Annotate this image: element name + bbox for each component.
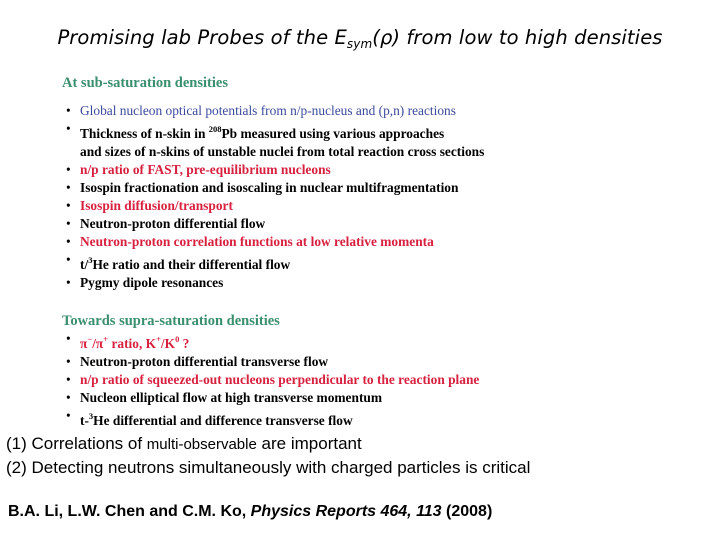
- note-line-1: (1) Correlations of multi-observable are important: [6, 434, 362, 453]
- section-low-heading: At sub-saturation densities: [62, 75, 228, 91]
- list-item: • Nucleon elliptical flow at high transverse momentum: [66, 389, 479, 407]
- title-suffix: (ρ) from low to high densities: [372, 26, 663, 49]
- note-line-2: (2) Detecting neutrons simultaneously with charged particles is critical: [6, 458, 531, 477]
- list-item: • Global nucleon optical potentials from n/p-nucleus and (p,n) reactions: [66, 102, 484, 120]
- slide-title: [0, 26, 720, 51]
- list-item: • n/p ratio of FAST, pre-equilibrium nucleons: [66, 161, 484, 179]
- list-item: • t/$^3$He ratio and their differential flow: [66, 251, 484, 274]
- conclusion-notes: [6, 432, 530, 479]
- list-item: • Pygmy dipole resonances: [66, 274, 484, 292]
- title-subscript: sym: [346, 37, 373, 51]
- list-item: • Isospin diffusion/transport: [66, 197, 484, 215]
- title-prefix: Promising lab Probes of the E: [57, 26, 347, 49]
- list-item: • Isospin fractionation and isoscaling in nuclear multifragmentation: [66, 179, 484, 197]
- section-high-list: [66, 330, 479, 430]
- section-high-heading: Towards supra-saturation densities: [62, 313, 280, 329]
- list-item: • Thickness of n-skin in $^{208}$Pb measured using various approaches and sizes of n-skins of unstable nuclei from total reaction cross sections: [66, 120, 484, 161]
- list-item: • n/p ratio of squeezed-out nucleons perpendicular to the reaction plane: [66, 371, 479, 389]
- list-item: • π−/π+ ratio, $K^+/K^0$ ?: [66, 330, 479, 353]
- list-item: • t-$^3$He differential and difference transverse flow: [66, 407, 479, 430]
- list-item: • Neutron-proton differential flow: [66, 215, 484, 233]
- section-low-list: [66, 102, 484, 292]
- list-item: • Neutron-proton differential transverse flow: [66, 353, 479, 371]
- reference-citation: B.A. Li, L.W. Chen and C.M. Ko, Physics Reports 464, 113 (2008): [8, 503, 493, 520]
- list-item: • Neutron-proton correlation functions at low relative momenta: [66, 233, 484, 251]
